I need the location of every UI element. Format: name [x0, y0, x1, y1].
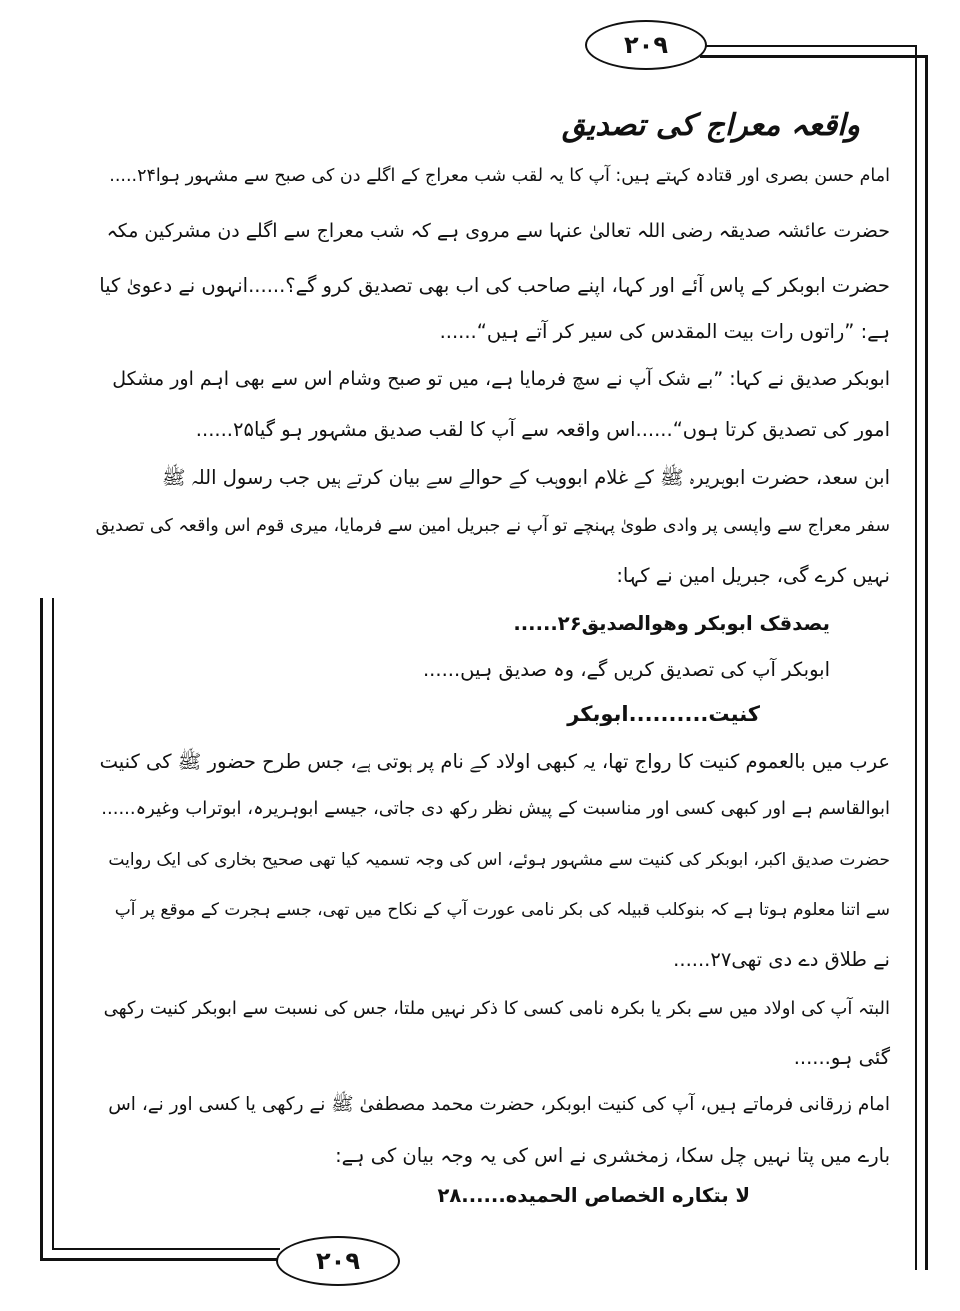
text-line: بارے میں پتا نہیں چل سکا، زمخشری نے اس کی یہ وجہ بیان کی ہے: — [335, 1144, 890, 1167]
text-line: ابوبکر آپ کی تصدیق کریں گے، وہ صدیق ہیں...... — [422, 658, 830, 681]
section-subheading: کنیت..........ابوبکر — [567, 702, 760, 726]
frame-right-outer-rule — [925, 55, 928, 1270]
quoted-arabic-line: یصدقک ابوبکر وھوالصدیق۲۶...... — [513, 612, 830, 635]
article-body — [95, 0, 890, 1230]
frame-bottom-outer-rule — [40, 1258, 280, 1261]
text-line: سفر معراج سے واپسی پر وادی طویٰ پہنچے تو آپ نے جبریل امین سے فرمایا، میری قوم اس واقعہ کی تصدیق — [95, 516, 890, 536]
text-line: حضرت ابوبکر کے پاس آئے اور کہا، اپنے صاحب کی اب بھی تصدیق کرو گے؟......انہوں نے دعویٰ کیا — [99, 274, 890, 297]
text-line: ابن سعد، حضرت ابوہریرہ ﷺ کے غلام ابووہب کے حوالے سے بیان کرتے ہیں جب رسول اللہ ﷺ — [161, 466, 890, 489]
text-line: گئی ہو...... — [793, 1046, 890, 1069]
text-line: امام زرقانی فرماتے ہیں، آپ کی کنیت ابوبکر، حضرت محمد مصطفیٰ ﷺ نے رکھی یا کسی اور نے، اس — [108, 1094, 890, 1115]
text-line: عرب میں بالعموم کنیت کا رواج تھا، یہ کبھی اولاد کے نام پر ہوتی ہے، جس طرح حضور ﷺ کی کنیت — [99, 750, 890, 773]
text-line: امور کی تصدیق کرتا ہوں“......اس واقعہ سے آپ کا لقب صدیق مشہور ہو گیا۲۵...... — [195, 418, 890, 441]
text-line: ہے: ”راتوں رات بیت المقدس کی سیر کر آتے ہیں“...... — [439, 320, 890, 343]
text-line: حضرت عائشہ صدیقہ رضی اللہ تعالیٰ عنہا سے مروی ہے کہ شب معراج سے اگلے دن مشرکین مکہ — [106, 220, 890, 242]
text-line: نہیں کرے گی، جبریل امین نے کہا: — [616, 564, 890, 587]
page-number-bottom: ۲۰۹ — [276, 1236, 400, 1286]
text-line: ابوبکر صدیق نے کہا: ”بے شک آپ نے سچ فرمایا ہے، میں تو صبح وشام اس سے بھی اہم اور مشکل — [112, 368, 890, 390]
text-line: حضرت صدیق اکبر، ابوبکر کی کنیت سے مشہور ہوئے، اس کی وجہ تسمیہ کیا تھی صحیح بخاری کی ایک روایت — [108, 850, 890, 870]
text-line: امام حسن بصری اور قتادہ کہتے ہیں: آپ کا یہ لقب شب معراج کے اگلے دن کی صبح سے مشہور ہوا۲۴..... — [109, 166, 890, 186]
text-line: سے اتنا معلوم ہوتا ہے کہ بنوکلب قبیلہ کی بکر نامی عورت آپ کے نکاح میں تھی، جسے ہجرت کے موقع پر آپ — [114, 900, 890, 920]
frame-left-inner-rule — [52, 598, 54, 1248]
quoted-arabic-line: لا بتكاره الخصاص الحميده......۲۸ — [437, 1184, 750, 1207]
frame-bottom-inner-rule — [52, 1248, 280, 1250]
text-line: نے طلاق دے دی تھی۲۷...... — [673, 948, 890, 971]
section-divider-rule — [915, 600, 917, 715]
frame-left-outer-rule — [40, 598, 43, 1258]
text-line: البتہ آپ کی اولاد میں سے بکر یا بکرہ نامی کسی کا ذکر نہیں ملتا، جس کی نسبت سے ابوبکر کنیت رکھی — [103, 998, 890, 1019]
page-title: واقعہ معراج کی تصدیق — [561, 108, 860, 143]
text-line: ابوالقاسم ہے اور کبھی کسی اور مناسبت کے پیش نظر رکھ دی جاتی، جیسے ابوہریرہ، ابوتراب وغیرہ...... — [101, 798, 890, 819]
page-number-top: ۲۰۹ — [585, 20, 707, 70]
